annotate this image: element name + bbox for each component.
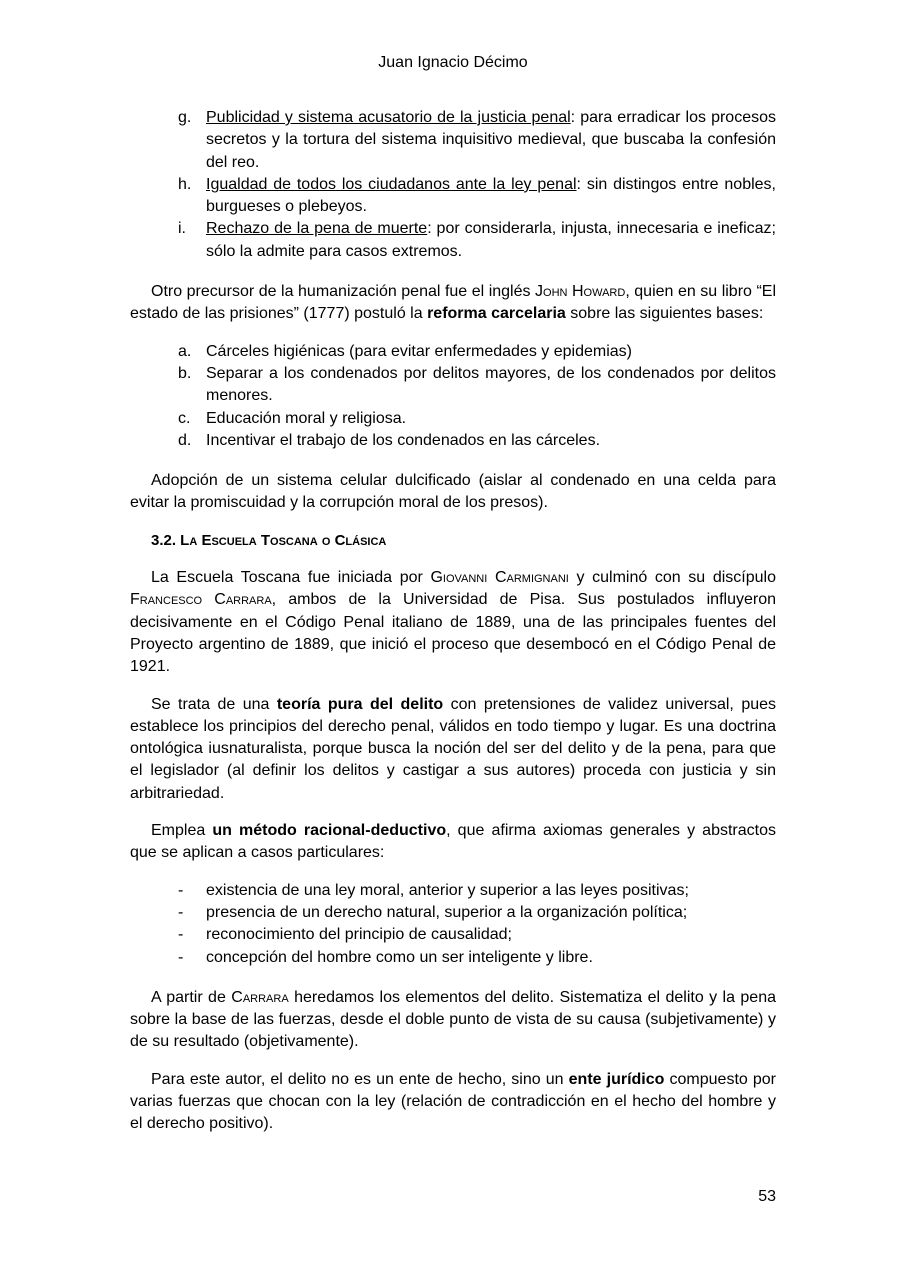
list-item-term: Rechazo de la pena de muerte <box>206 220 428 238</box>
page-body <box>130 107 776 1151</box>
list-marker: - <box>178 881 184 899</box>
section-heading: 3.2. La Escuela Toscana o Clásica <box>151 531 387 549</box>
list-item-term: Igualdad de todos los ciudadanos ante la ley penal <box>206 175 577 193</box>
list-marker: - <box>178 903 184 921</box>
list-marker: a. <box>178 342 192 360</box>
text-run: con pretensiones de validez universal, pues establece los principios del derecho penal, válidos en todo tiempo y lugar. Es una doctrina ontológica iusnaturalista, porque busca la noción del ser del delito y de la pena, para que el legislador (al definir los delitos y castigar a sus autores) proceda con justicia y sin arbitrariedad. <box>130 695 777 802</box>
text-run: compuesto por varias fuerzas que chocan con la ley (relación de contradicción en el hecho del hombre y el derecho positivo). <box>130 1070 777 1133</box>
list-item-text: Separar a los condenados por delitos mayores, de los condenados por delitos menores. <box>206 364 776 405</box>
axioms-list <box>178 880 776 969</box>
list-item <box>178 363 776 408</box>
list-item <box>178 107 776 174</box>
list-item <box>178 924 776 946</box>
list-marker: b. <box>178 364 192 382</box>
list-item <box>178 174 776 219</box>
text-run: A partir de <box>151 988 232 1006</box>
text-run: Emplea <box>151 822 213 840</box>
list-item <box>178 408 776 430</box>
text-run: , ambos de la Universidad de Pisa. Sus postulados influyeron decisivamente en el Código Penal italiano de 1889, una de las principales fuentes del Proyecto argentino de 1889, que inició el proceso que desembocó en el Código Penal de 1921. <box>130 591 776 676</box>
running-header: Juan Ignacio Décimo <box>378 54 528 71</box>
list-item <box>178 880 776 902</box>
text-run: sobre las siguientes bases: <box>565 305 764 323</box>
bold-term: un método racional-deductivo <box>212 822 447 840</box>
bold-term: ente jurídico <box>568 1070 665 1088</box>
list-marker: d. <box>178 431 192 449</box>
person-name: Giovanni Carmignani <box>430 569 569 587</box>
text-run: La Escuela Toscana fue iniciada por <box>151 569 431 587</box>
paragraph <box>130 987 776 1054</box>
prison-reform-list <box>178 341 776 452</box>
paragraph: Adopción de un sistema celular dulcificado (aislar al condenado en una celda para evitar la promiscuidad y la corrupción moral de los presos). <box>130 472 776 512</box>
list-item-term: Publicidad y sistema acusatorio de la justicia penal <box>206 109 571 126</box>
list-marker: h. <box>178 175 192 193</box>
list-item <box>178 341 776 363</box>
list-item-text: : para erradicar los procesos secretos y la tortura del sistema inquisitivo medieval, que buscaba la confesión del reo. <box>206 109 776 171</box>
list-item-text: existencia de una ley moral, anterior y superior a las leyes positivas; <box>206 881 689 899</box>
list-item-text: Educación moral y religiosa. <box>206 409 407 427</box>
text-run: , que afirma axiomas generales y abstractos que se aplican a casos particulares: <box>130 822 776 862</box>
list-marker: c. <box>178 409 191 427</box>
list-item-text: Incentivar el trabajo de los condenados en las cárceles. <box>206 431 601 449</box>
text-run: Se trata de una <box>151 695 277 713</box>
person-name: Francesco Carrara <box>130 591 272 609</box>
person-name: John Howard <box>535 283 626 301</box>
list-item-text: concepción del hombre como un ser inteligente y libre. <box>206 948 593 966</box>
paragraph <box>130 567 776 678</box>
list-marker: - <box>178 948 184 966</box>
paragraph <box>130 1069 776 1136</box>
list-item <box>178 430 776 452</box>
list-marker: i. <box>178 220 186 238</box>
bold-term: teoría pura del delito <box>276 695 444 713</box>
paragraph <box>130 694 776 805</box>
paragraph <box>130 820 776 865</box>
list-marker: g. <box>178 109 192 126</box>
paragraph <box>130 281 776 326</box>
text-run: y culminó con su discípulo <box>568 569 776 587</box>
text-run: heredamos los elementos del delito. Sistematiza el delito y la pena sobre la base de las fuerzas, desde el doble punto de vista de su causa (subjetivamente) y de su resultado (objetivamente). <box>130 988 777 1051</box>
text-run: Otro precursor de la humanización penal fue el inglés <box>151 283 536 301</box>
text-run: Para este autor, el delito no es un ente de hecho, sino un <box>151 1070 569 1088</box>
list-item-text: presencia de un derecho natural, superior a la organización política; <box>206 903 688 921</box>
person-name: Carrara <box>231 988 289 1006</box>
list-item <box>178 902 776 924</box>
list-marker: - <box>178 926 184 944</box>
principles-list <box>178 107 776 263</box>
list-item <box>178 947 776 969</box>
page-number: 53 <box>758 1188 776 1205</box>
list-item-text: : por considerarla, injusta, innecesaria e ineficaz; sólo la admite para casos extremos. <box>206 220 776 260</box>
bold-term: reforma carcelaria <box>427 305 566 323</box>
text-run: , quien en su libro “El estado de las prisiones” (1777) postuló la <box>130 283 777 323</box>
list-item <box>178 218 776 263</box>
list-item-text: reconocimiento del principio de causalidad; <box>206 926 512 944</box>
list-item-text: : sin distingos entre nobles, burgueses o plebeyos. <box>206 175 776 216</box>
list-item-text: Cárceles higiénicas (para evitar enfermedades y epidemias) <box>206 342 632 360</box>
